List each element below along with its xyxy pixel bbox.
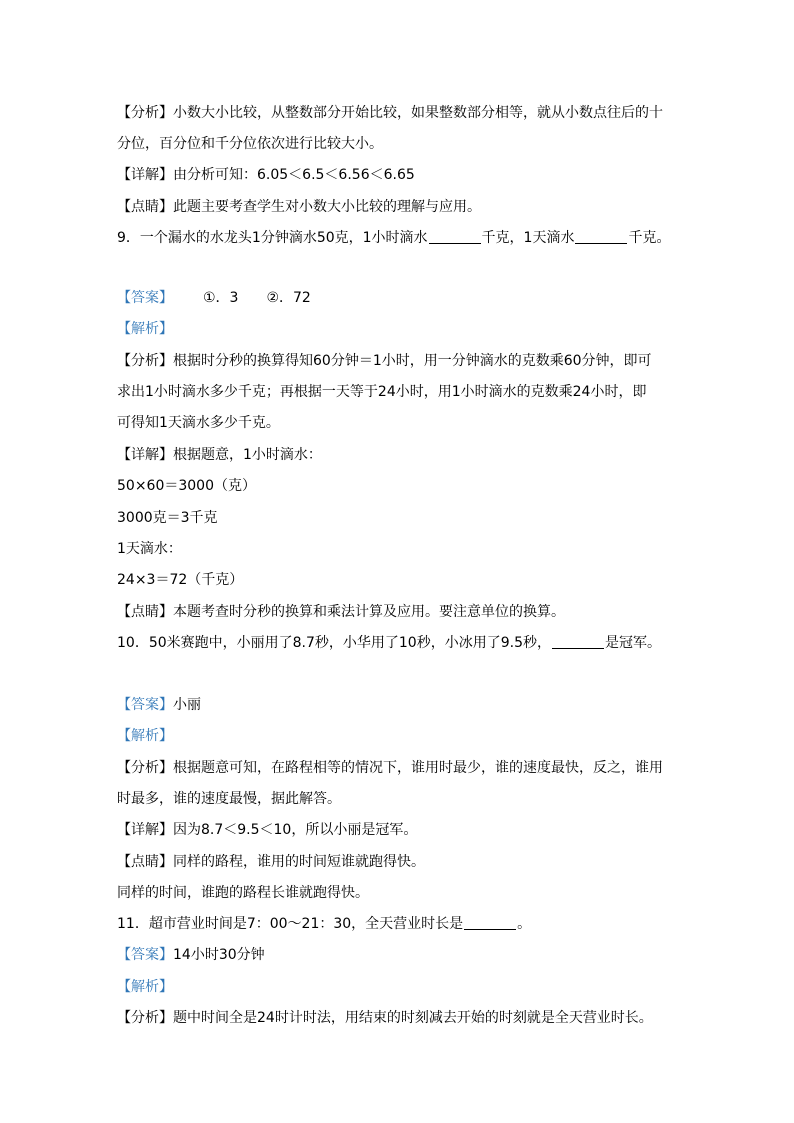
comment-line: 【点睛】同样的路程，谁用的时间短谁就跑得快。: [117, 854, 425, 870]
question-text: 9．一个漏水的水龙头1分钟滴水50克，1小时滴水: [117, 230, 428, 246]
answer-10: [117, 694, 694, 716]
analysis-line: 可得知1天滴水多少千克。: [117, 415, 280, 431]
explanation-label: 【解析】: [117, 321, 173, 337]
analysis-line: 时最多，谁的速度最慢，据此解答。: [117, 791, 341, 807]
question-10: [117, 632, 694, 654]
question-text: 。: [517, 916, 532, 932]
answer-9: [117, 287, 694, 309]
comment-line: 同样的时间，谁跑的路程长谁就跑得快。: [117, 885, 369, 901]
question-text: 千克，1天滴水: [481, 230, 575, 246]
answer-value: ①．3: [203, 290, 239, 306]
question-text: 千克。: [628, 230, 671, 246]
calc-line: 1天滴水：: [117, 541, 182, 557]
answer-label: 【答案】: [117, 697, 173, 713]
analysis-line: 求出1小时滴水多少千克；再根据一天等于24小时，用1小时滴水的克数乘24小时，即: [117, 384, 647, 400]
analysis-line: 【分析】根据时分秒的换算得知60分钟＝1小时，用一分钟滴水的克数乘60分钟，即可: [117, 353, 652, 369]
explanation-label: 【解析】: [117, 979, 173, 995]
detail-line: 【详解】由分析可知：6.05＜6.5＜6.56＜6.65: [117, 167, 415, 183]
question-text: 10．50米赛跑中，小丽用了8.7秒，小华用了10秒，小冰用了9.5秒，: [117, 635, 551, 651]
answer-value: 小丽: [173, 697, 201, 713]
answer-blank: [429, 229, 481, 244]
answer-blank: [464, 915, 516, 930]
answer-blank: [552, 634, 604, 649]
question-text: 11．超市营业时间是7：00～21：30，全天营业时长是: [117, 916, 464, 932]
answer-value: ②．72: [266, 290, 311, 306]
calc-line: 50×60＝3000（克）: [117, 478, 256, 494]
comment-line: 【点睛】本题考查时分秒的换算和乘法计算及应用。要注意单位的换算。: [117, 604, 565, 620]
calc-line: 3000克＝3千克: [117, 510, 218, 526]
detail-line: 【详解】因为8.7＜9.5＜10，所以小丽是冠军。: [117, 822, 418, 838]
explanation-label: 【解析】: [117, 728, 173, 744]
analysis-line: 分位，百分位和千分位依次进行比较大小。: [117, 136, 383, 152]
answer-11: [117, 944, 694, 966]
analysis-line: 【分析】小数大小比较，从整数部分开始比较，如果整数部分相等，就从小数点往后的十: [117, 105, 663, 121]
question-text: 是冠军。: [604, 635, 661, 651]
answer-label: 【答案】: [117, 947, 173, 963]
calc-line: 24×3＝72（千克）: [117, 572, 244, 588]
detail-line: 【详解】根据题意，1小时滴水：: [117, 447, 322, 463]
question-9: [117, 227, 694, 249]
analysis-line: 【分析】根据题意可知，在路程相等的情况下，谁用时最少，谁的速度最快，反之，谁用: [117, 760, 663, 776]
answer-blank: [575, 229, 627, 244]
question-11: [117, 913, 694, 935]
analysis-line: 【分析】题中时间全是24时计时法，用结束的时刻减去开始的时刻就是全天营业时长。: [117, 1010, 653, 1026]
comment-line: 【点睛】此题主要考查学生对小数大小比较的理解与应用。: [117, 199, 481, 215]
answer-value: 14小时30分钟: [173, 947, 265, 963]
answer-label: 【答案】: [117, 290, 173, 306]
